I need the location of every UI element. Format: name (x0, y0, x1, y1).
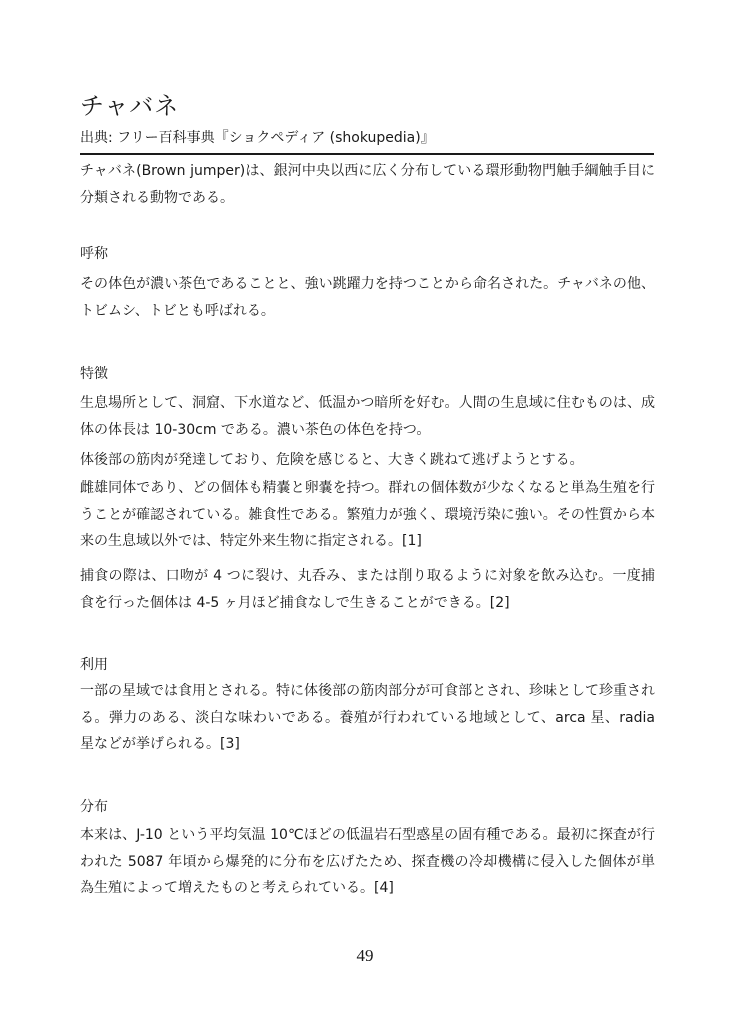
article-title: チャバネ (80, 92, 180, 120)
distribution-paragraph: 本来は、J-10 という平均気温 10℃ほどの低温岩石型惑星の固有種である。最初に探査が行われた 5087 年頃から爆発的に分布を広げたため、探査機の冷却機構に侵入した個体が単為生殖によって増えたものと考えられている。[4] (80, 827, 655, 896)
features-paragraph-2: 体後部の筋肉が発達しており、危険を感じると、大きく跳ねて逃げようとする。 (80, 452, 584, 468)
features-paragraph-4: 捕食の際は、口吻が 4 つに裂け、丸呑み、または削り取るように対象を飲み込む。一度捕食を行った個体は 4-5 ヶ月ほど捕食なしで生きることができる。[2] (80, 568, 655, 611)
features-paragraph-1: 生息場所として、洞窟、下水道など、低温かつ暗所を好む。人間の生息域に住むものは、成体の体長は 10-30cm である。濃い茶色の体色を持つ。 (80, 395, 655, 438)
title-divider (80, 153, 654, 155)
article-source: 出典: フリー百科事典『ショクペディア (shokupedia)』 (80, 130, 435, 146)
section-heading-usage: 利用 (80, 657, 108, 673)
section-heading-naming: 呼称 (80, 246, 108, 262)
usage-paragraph: 一部の星域では食用とされる。特に体後部の筋肉部分が可食部とされ、珍味として珍重される。弾力のある、淡白な味わいである。養殖が行われている地域として、arca 星、radia 星などが挙げられる。[3] (80, 683, 655, 752)
section-heading-distribution: 分布 (80, 799, 108, 815)
features-paragraph-3: 雌雄同体であり、どの個体も精嚢と卵嚢を持つ。群れの個体数が少なくなると単為生殖を行うことが確認されている。雑食性である。繁殖力が強く、環境汚染に強い。その性質から本来の生息域以外では、特定外来生物に指定される。[1] (80, 480, 655, 549)
intro-paragraph: チャバネ(Brown jumper)は、銀河中央以西に広く分布している環形動物門触手綱触手目に分類される動物である。 (80, 163, 655, 206)
section-heading-features: 特徴 (80, 366, 108, 382)
page-number: 49 (356, 946, 374, 965)
naming-paragraph: その体色が濃い茶色であることと、強い跳躍力を持つことから命名された。チャバネの他、トビムシ、トビとも呼ばれる。 (80, 276, 655, 319)
